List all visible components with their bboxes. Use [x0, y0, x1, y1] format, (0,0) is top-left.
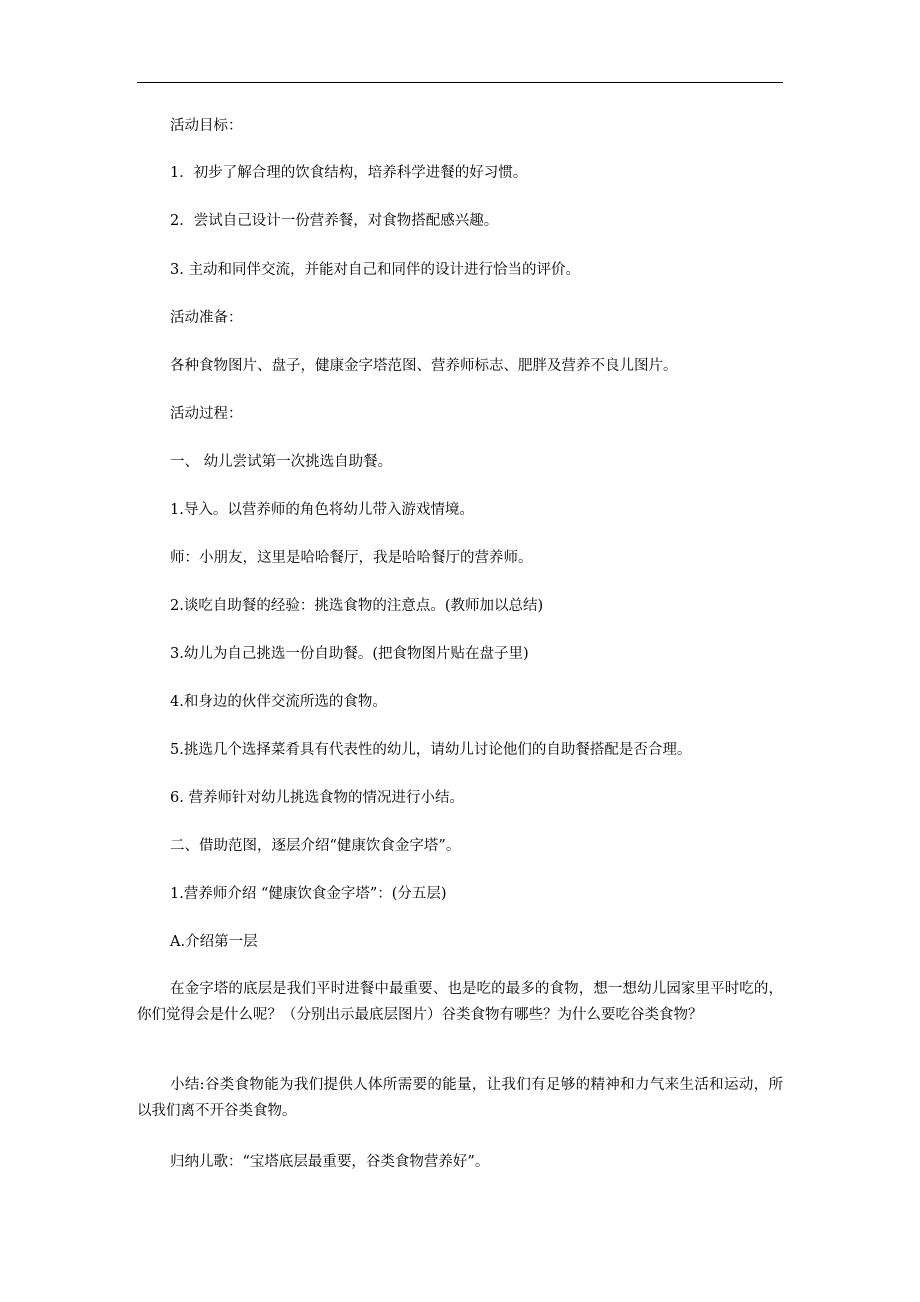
summary-paragraph: 小结:谷类食物能为我们提供人体所需要的能量，让我们有足够的精神和力气来生活和运动，所以我们离不开谷类食物。 — [137, 1077, 783, 1119]
teacher-dialogue: 师：小朋友，这里是哈哈餐厅，我是哈哈餐厅的营养师。 — [170, 550, 533, 566]
section-heading-1: 一、 幼儿尝试第一次挑选自助餐。 — [170, 454, 393, 470]
process-step-4: 4.和身边的伙伴交流所选的食物。 — [170, 694, 387, 710]
header-rule — [137, 82, 783, 83]
process-step-3: 3.幼儿为自己挑选一份自助餐。(把食物图片贴在盘子里) — [170, 646, 529, 662]
heading-activity-preparation: 活动准备： — [170, 310, 243, 326]
heading-activity-process: 活动过程： — [170, 406, 243, 422]
layer-1-paragraph: 在金字塔的底层是我们平时进餐中最重要、也是吃的最多的食物，想一想幼儿园家里平时吃的，你们觉得会是什么呢？（分别出示最底层图片）谷类食物有哪些？为什么要吃谷类食物？ — [137, 981, 783, 1023]
heading-activity-goals: 活动目标： — [170, 118, 243, 134]
closing-rhyme: 归纳儿歌：“宝塔底层最重要，谷类食物营养好”。 — [170, 1154, 490, 1170]
pyramid-intro: 1.营养师介绍 “健康饮食金字塔”：(分五层) — [170, 886, 447, 902]
layer-1-heading: A.介绍第一层 — [170, 934, 258, 950]
process-step-6: 6. 营养师针对幼儿挑选食物的情况进行小结。 — [170, 790, 464, 806]
process-step-5: 5.挑选几个选择菜肴具有代表性的幼儿，请幼儿讨论他们的自助餐搭配是否合理。 — [170, 742, 692, 758]
section-heading-2: 二、借助范图，逐层介绍“健康饮食金字塔”。 — [170, 838, 461, 854]
goal-item-1: 1．初步了解合理的饮食结构，培养科学进餐的好习惯。 — [170, 165, 528, 181]
process-step-1: 1.导入。以营养师的角色将幼儿带入游戏情境。 — [170, 502, 474, 518]
preparation-text: 各种食物图片、盘子，健康金字塔范图、营养师标志、肥胖及营养不良儿图片。 — [170, 358, 678, 374]
goal-item-2: 2．尝试自己设计一份营养餐，对食物搭配感兴趣。 — [170, 213, 499, 229]
process-step-2: 2.谈吃自助餐的经验：挑选食物的注意点。(教师加以总结) — [170, 598, 544, 614]
goal-item-3: 3. 主动和同伴交流，并能对自己和同伴的设计进行恰当的评价。 — [170, 262, 580, 278]
